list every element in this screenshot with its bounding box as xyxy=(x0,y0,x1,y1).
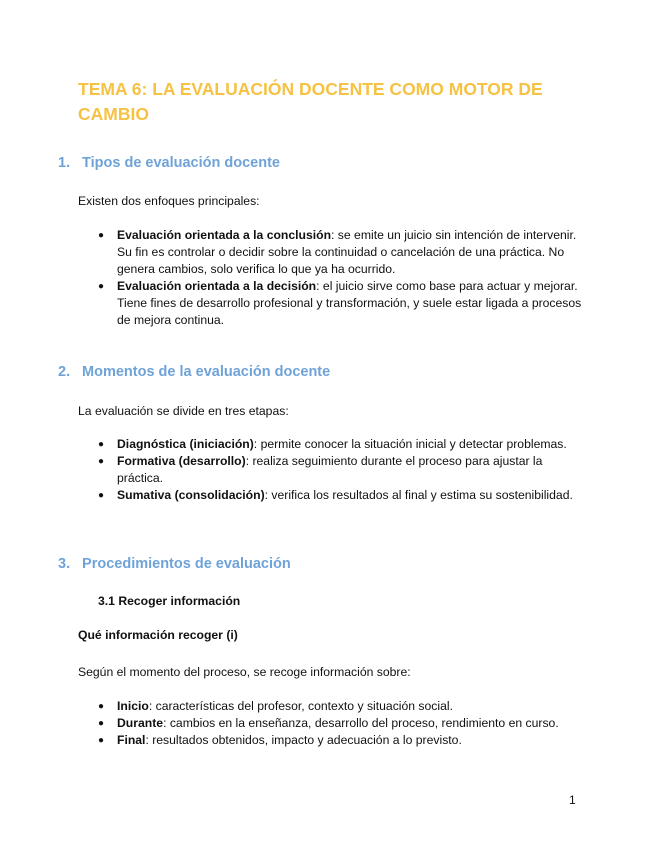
bullet-icon: ● xyxy=(98,456,105,467)
bullet-icon: ● xyxy=(98,718,105,729)
list-item-text: : realiza seguimiento durante el proceso para ajustar la práctica. xyxy=(117,454,543,485)
document-title: TEMA 6: LA EVALUACIÓN DOCENTE COMO MOTOR DE CAMBIO xyxy=(78,79,543,124)
bullet-icon: ● xyxy=(98,230,105,241)
list-item xyxy=(0,698,587,715)
section-heading-text: Momentos de la evaluación docente xyxy=(82,364,331,380)
bullet-icon: ● xyxy=(98,281,105,292)
bullet-icon: ● xyxy=(98,490,105,501)
list-item xyxy=(0,436,587,453)
list-item xyxy=(0,278,587,329)
list-item-term: Inicio xyxy=(117,699,149,713)
section-number: 3. xyxy=(58,556,71,572)
list-item xyxy=(0,453,587,487)
list-item-term: Evaluación orientada a la decisión xyxy=(117,279,317,293)
list-item xyxy=(0,715,587,732)
list-item-term: Diagnóstica (iniciación) xyxy=(117,437,254,451)
list-item-term: Durante xyxy=(117,716,164,730)
list-item-text: : verifica los resultados al final y estima su sostenibilidad. xyxy=(264,488,573,502)
subsubsection-heading: Qué información recoger (i) xyxy=(78,628,238,642)
page-number: 1 xyxy=(569,793,576,807)
section-number: 2. xyxy=(58,364,71,380)
bullet-list xyxy=(0,436,587,504)
section-number: 1. xyxy=(58,155,71,171)
section-intro: Según el momento del proceso, se recoge información sobre: xyxy=(78,665,411,679)
list-item-text: : permite conocer la situación inicial y detectar problemas. xyxy=(253,437,567,451)
list-item-text: : se emite un juicio sin intención de intervenir. Su fin es controlar o decidir sobre la continuidad o cancelación de una práctica. No genera cambios, solo verifica lo que ya ha ocurrido. xyxy=(117,228,577,276)
list-item xyxy=(0,227,587,278)
list-item-term: Formativa (desarrollo) xyxy=(117,454,246,468)
list-item-text: : el juicio sirve como base para actuar y mejorar. Tiene fines de desarrollo profesional y transformación, y suele estar ligada a procesos de mejora continua. xyxy=(117,279,582,327)
section-heading-text: Tipos de evaluación docente xyxy=(82,155,280,171)
section-heading-3 xyxy=(58,555,291,573)
section-intro: La evaluación se divide en tres etapas: xyxy=(78,404,289,418)
list-item-text: : cambios en la enseñanza, desarrollo del proceso, rendimiento en curso. xyxy=(163,716,559,730)
bullet-list xyxy=(0,227,587,329)
list-item-text: : características del profesor, contexto y situación social. xyxy=(148,699,453,713)
bullet-icon: ● xyxy=(98,735,105,746)
section-heading-1 xyxy=(58,154,280,172)
section-heading-text: Procedimientos de evaluación xyxy=(82,556,291,572)
list-item-term: Sumativa (consolidación) xyxy=(117,488,265,502)
bullet-icon: ● xyxy=(98,701,105,712)
list-item xyxy=(0,487,587,504)
bullet-list xyxy=(0,698,587,749)
section-intro: Existen dos enfoques principales: xyxy=(78,194,260,208)
list-item xyxy=(0,732,587,749)
section-heading-2 xyxy=(58,363,330,381)
list-item-text: : resultados obtenidos, impacto y adecuación a lo previsto. xyxy=(145,733,462,747)
bullet-icon: ● xyxy=(98,439,105,450)
list-item-term: Final xyxy=(117,733,146,747)
list-item-term: Evaluación orientada a la conclusión xyxy=(117,228,332,242)
subsection-heading: 3.1 Recoger información xyxy=(98,594,241,608)
